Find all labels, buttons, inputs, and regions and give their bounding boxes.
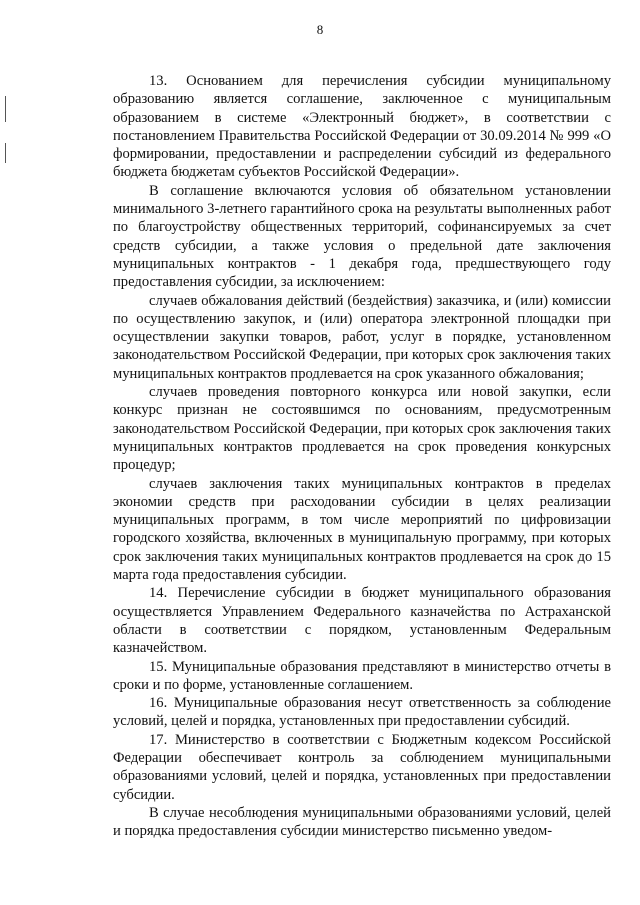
paragraph-15: 15. Муниципальные образования представляют в министерство отчеты в сроки и по форме, установленные соглашением. (113, 658, 611, 693)
scan-margin-mark-top (5, 96, 6, 122)
paragraph-exception-appeal: случаев обжалования действий (бездействия) заказчика, и (или) комиссии по осуществлению закупок, и (или) оператора электронной площадки при осуществлении закупки товаров, работ, услуг в порядке, установленном законодательством Российской Федерации, при которых срок заключения таких муниципальных контрактов продлевается на срок указанного обжалования; (113, 292, 611, 382)
paragraph-exception-savings: случаев заключения таких муниципальных контрактов в пределах экономии средств при расходовании субсидии в целях реализации муниципальных программ, в том числе мероприятий по цифровизации городского хозяйства, включенных в муниципальную программу, при которых срок заключения таких муниципальных контрактов продлевается на срок до 15 марта года предоставления субсидии. (113, 475, 611, 584)
document-body (113, 72, 611, 840)
page-number: 8 (316, 22, 324, 37)
paragraph-13: 13. Основанием для перечисления субсидии муниципальному образованию является соглашение, заключенное с муниципальным образованием в системе «Электронный бюджет», в соответствии с постановлением Правительства Российской Федерации от 30.09.2014 № 999 «О формировании, предоставлении и распределении субсидий из федерального бюджета бюджетам субъектов Российской Федерации». (113, 73, 611, 181)
paragraph-14: 14. Перечисление субсидии в бюджет муниципального образования осуществляется Управлением Федерального казначейства по Астраханской области в соответствии с порядком, установленным Федеральным казначейством. (113, 585, 611, 657)
paragraph-17: 17. Министерство в соответствии с Бюджетным кодексом Российской Федерации обеспечивает контроль за соблюдением муниципальными образованиями условий, целей и порядка, установленных при предоставлении субсидии. (113, 731, 611, 803)
scan-margin-mark-bottom (5, 143, 6, 163)
paragraph-noncompliance: В случае несоблюдения муниципальными образованиями условий, целей и порядка предоставления субсидии министерство письменно уведом- (113, 804, 611, 840)
paragraph-agreement-conditions: В соглашение включаются условия об обязательном установлении минимального 3-летнего гарантийного срока на результаты выполненных работ по благоустройству общественных территорий, софинансируемых за счет средств субсидии, а также условия о предельной дате заключения муниципальных контрактов - 1 декабря года, предшествующего году предоставления субсидии, за исключением: (113, 182, 611, 291)
paragraph-16: 16. Муниципальные образования несут ответственность за соблюдение условий, целей и порядка, установленных при предоставлении субсидий. (113, 695, 611, 730)
paragraph-exception-repeat-tender: случаев проведения повторного конкурса или новой закупки, если конкурс признан не состоявшимся по основаниям, предусмотренным законодательством Российской Федерации, при которых срок заключения таких муниципальных контрактов продлевается на срок проведения конкурсных процедур; (113, 384, 611, 474)
